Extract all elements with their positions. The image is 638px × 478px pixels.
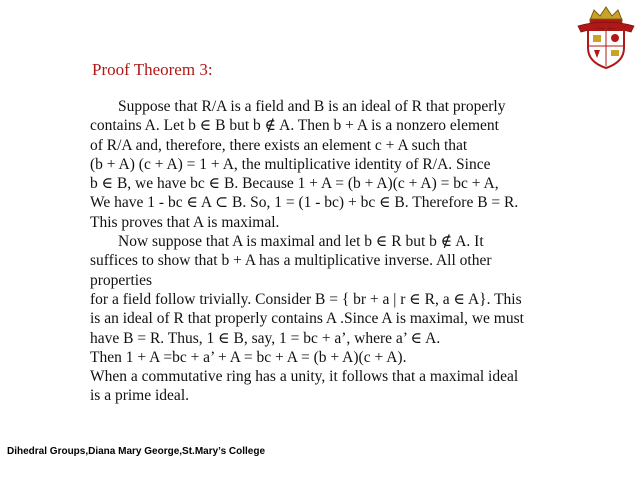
slide-footer: Dihedral Groups,Diana Mary George,St.Mary’s College [7, 446, 266, 457]
slide-title: Proof Theorem 3: [92, 60, 213, 79]
proof-line: We have 1 - bc ∈ A ⊂ B. So, 1 = (1 - bc) + bc ∈ B. Therefore B = R. [90, 194, 519, 212]
proof-line: is a prime ideal. [90, 387, 189, 405]
proof-line: b ∈ B, we have bc ∈ B. Because 1 + A = (b + A)(c + A) = bc + A, [90, 175, 499, 193]
proof-line: Now suppose that A is maximal and let b ∈ R but b ∉ A. It [118, 233, 484, 251]
proof-line: is an ideal of R that properly contains A .Since A is maximal, we must [90, 310, 524, 328]
proof-line: properties [90, 271, 152, 289]
proof-line: This proves that A is maximal. [90, 213, 280, 231]
proof-line: Then 1 + A =bc + a’ + A = bc + A = (b + A)(c + A). [90, 348, 407, 366]
proof-line: for a field follow trivially. Consider B = { br + a | r ∈ R, a ∈ A}. This [90, 290, 522, 308]
proof-line: contains A. Let b ∈ B but b ∉ A. Then b + A is a nonzero element [90, 117, 499, 135]
proof-body [90, 97, 560, 406]
proof-line: (b + A) (c + A) = 1 + A, the multiplicative identity of R/A. Since [90, 155, 491, 173]
proof-line: Suppose that R/A is a field and B is an ideal of R that properly [118, 98, 506, 115]
proof-line: have B = R. Thus, 1 ∈ B, say, 1 = bc + a’, where a’ ∈ A. [90, 329, 441, 347]
college-crest-icon [576, 4, 636, 70]
proof-line: When a commutative ring has a unity, it follows that a maximal ideal [90, 368, 519, 386]
proof-line: of R/A and, therefore, there exists an element c + A such that [90, 136, 468, 154]
proof-line: suffices to show that b + A has a multiplicative inverse. All other [90, 252, 492, 270]
